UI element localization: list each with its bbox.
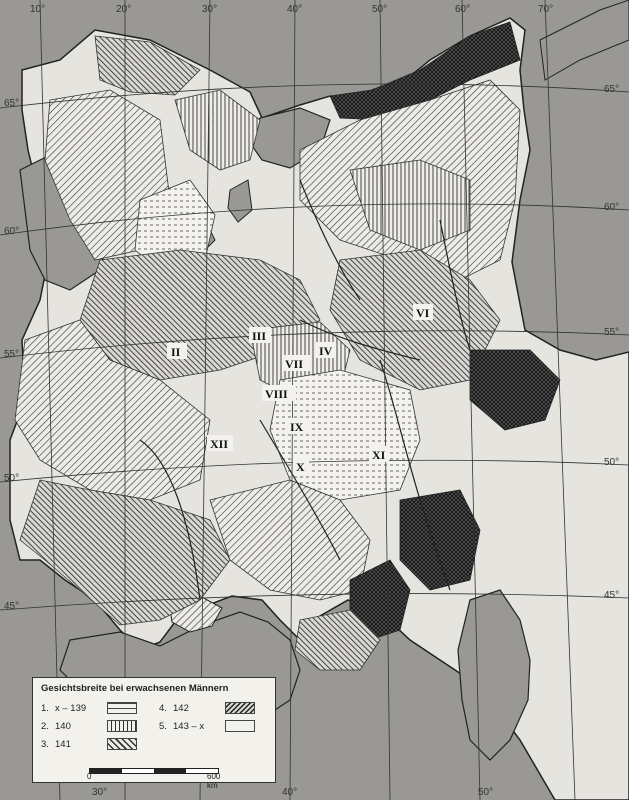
- scale-bar: [87, 766, 221, 790]
- legend-item-label: 140: [55, 720, 71, 732]
- lat-label-right-3: 55°: [604, 327, 620, 338]
- legend-item-number: 3.: [41, 738, 49, 750]
- lat-label-right-4: 50°: [604, 457, 620, 468]
- region-label-xii: XII: [210, 437, 229, 451]
- legend-box: [32, 677, 276, 790]
- region-label-viii: VIII: [265, 387, 288, 401]
- region-label-vi: VI: [416, 306, 430, 320]
- lat-label-right-1: 65°: [604, 84, 620, 95]
- region-label-xi: XI: [372, 448, 386, 462]
- legend-item-number: 2.: [41, 720, 49, 732]
- legend-item-label: 142: [173, 702, 189, 714]
- legend-title: Gesichtsbreite bei erwachsenen Männern: [41, 683, 229, 694]
- lat-label-left-2: 60°: [4, 226, 20, 237]
- legend-swatch-3: [107, 738, 137, 750]
- lon-label-top-1: 10°: [30, 4, 46, 15]
- region-label-vii: VII: [285, 357, 304, 371]
- legend-item-4: [159, 701, 255, 715]
- region-label-ii: II: [171, 345, 181, 359]
- lat-label-right-2: 60°: [604, 202, 620, 213]
- region-label-iii: III: [252, 329, 267, 343]
- legend-swatch-4: [225, 702, 255, 714]
- legend-swatch-5: [225, 720, 255, 732]
- legend-item-number: 1.: [41, 702, 49, 714]
- scale-start-label: 0: [87, 772, 92, 781]
- legend-item-label: x – 139: [55, 702, 87, 714]
- region-label-iv: IV: [319, 344, 333, 358]
- region-label-ix: IX: [290, 420, 304, 434]
- legend-item-number: 4.: [159, 702, 167, 714]
- region-label-x: X: [296, 460, 305, 474]
- lon-label-top-7: 70°: [538, 4, 554, 15]
- lat-label-left-5: 45°: [4, 601, 20, 612]
- lon-label-top-4: 40°: [287, 4, 303, 15]
- lon-label-bottom-1: 30°: [92, 787, 108, 798]
- lon-label-top-6: 60°: [455, 4, 471, 15]
- lat-label-left-1: 65°: [4, 98, 20, 109]
- legend-item-1: [41, 701, 137, 715]
- scale-end-label: 600 km: [207, 772, 221, 790]
- lat-label-right-5: 45°: [604, 590, 620, 601]
- legend-item-number: 5.: [159, 720, 167, 732]
- legend-item-label: 141: [55, 738, 71, 750]
- legend-item-3: [41, 737, 137, 751]
- scale-bar-graphic: [89, 768, 219, 774]
- legend-item-label: 143 – x: [173, 720, 205, 732]
- legend-swatch-1: [107, 702, 137, 714]
- legend-swatch-2: [107, 720, 137, 732]
- lon-label-top-3: 30°: [202, 4, 218, 15]
- lon-label-bottom-3: 50°: [478, 787, 494, 798]
- lon-label-bottom-2: 40°: [282, 787, 298, 798]
- legend-item-5: [159, 719, 255, 733]
- lat-label-left-4: 50°: [4, 473, 20, 484]
- lon-label-top-5: 50°: [372, 4, 388, 15]
- lon-label-top-2: 20°: [116, 4, 132, 15]
- lat-label-left-3: 55°: [4, 349, 20, 360]
- legend-item-2: [41, 719, 137, 733]
